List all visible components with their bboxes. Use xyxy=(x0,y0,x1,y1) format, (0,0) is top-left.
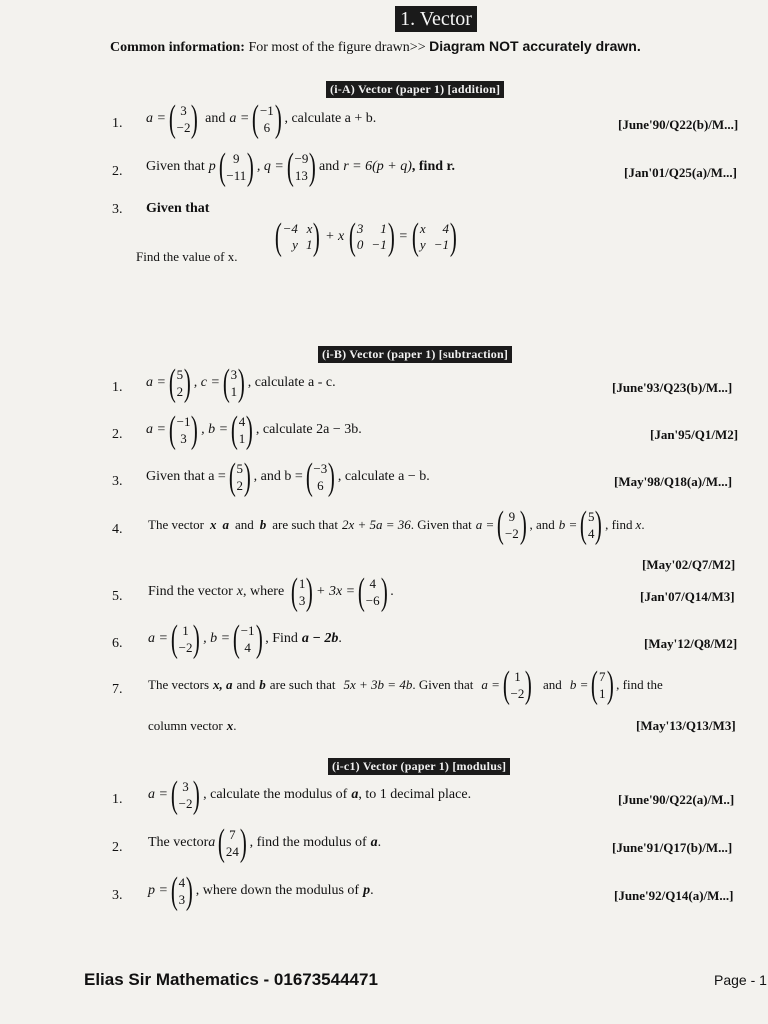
q-text: The vectors xyxy=(148,677,210,692)
question-number: 2. xyxy=(112,164,123,179)
right-paren: ) xyxy=(313,216,321,258)
vector-entry: −2 xyxy=(504,526,519,541)
q-text: b xyxy=(259,677,266,692)
vector-entry: 2 xyxy=(176,384,184,399)
q-text: . xyxy=(370,883,374,898)
question-c2 xyxy=(148,824,381,862)
left-paren: ( xyxy=(580,504,588,546)
question-reference: [June'90/Q22(a)/M..] xyxy=(618,792,735,807)
q-text: a = xyxy=(146,375,166,390)
right-paren: ) xyxy=(191,409,199,451)
left-paren: ( xyxy=(286,146,294,188)
q-text: a xyxy=(208,835,216,850)
q-text: r = 6(p + q) xyxy=(343,159,412,174)
vector-entry: −1 xyxy=(259,103,274,118)
vector-entry: 5 xyxy=(587,509,595,524)
column-vector xyxy=(299,575,306,609)
matrix-entry: 4 xyxy=(442,221,449,236)
question-b4 xyxy=(148,506,645,544)
matrix xyxy=(283,221,313,253)
right-paren: ) xyxy=(183,362,191,404)
question-number: 3. xyxy=(112,474,123,489)
question-c3 xyxy=(148,872,374,910)
q-text: b = xyxy=(558,517,578,532)
question-b5 xyxy=(148,573,394,611)
vector-entry: −6 xyxy=(365,593,380,608)
question-number: 7. xyxy=(112,682,123,697)
matrix-entry: 3 xyxy=(356,221,364,236)
vector-entry: 3 xyxy=(182,779,189,794)
q-text: , b = xyxy=(203,631,231,646)
q-text: , calculate 2a − 3b. xyxy=(255,422,362,437)
q-text: , to 1 decimal place. xyxy=(358,787,472,802)
q-text: The vector xyxy=(148,517,204,532)
q-text: are such that xyxy=(269,677,336,692)
question-b1 xyxy=(146,364,336,402)
q-text: , and xyxy=(529,517,555,532)
q-text: = xyxy=(399,229,408,244)
left-paren: ( xyxy=(305,456,313,498)
q-text: , calculate a − b. xyxy=(337,469,430,484)
right-paren: ) xyxy=(449,216,457,258)
vector-entry: 5 xyxy=(236,461,243,476)
left-paren: ( xyxy=(168,409,176,451)
question-number: 2. xyxy=(112,427,123,442)
q-text: x, a xyxy=(213,677,233,692)
q-text: column vector xyxy=(148,718,223,733)
matrix-entry: 1 xyxy=(380,221,387,236)
vector-entry: 9 xyxy=(233,151,240,166)
right-paren: ) xyxy=(595,504,603,546)
footer-credit: Elias Sir Mathematics - 01673544471 xyxy=(84,970,378,989)
left-paren: ( xyxy=(357,571,365,613)
column-vector xyxy=(260,102,274,136)
q-text: 2x + 5a = 36 xyxy=(341,517,411,532)
q-text: a = xyxy=(475,517,495,532)
right-paren: ) xyxy=(387,216,395,258)
left-paren: ( xyxy=(252,98,260,140)
matrix-entry: 0 xyxy=(356,237,364,252)
vector-entry: 3 xyxy=(178,892,186,907)
left-paren: ( xyxy=(412,216,420,258)
question-reference: [June'92/Q14(a)/M...] xyxy=(614,888,734,903)
vector-entry: 3 xyxy=(230,367,238,382)
right-paren: ) xyxy=(255,618,263,660)
question-b7-line2 xyxy=(148,718,236,734)
vector-entry: 5 xyxy=(176,367,184,382)
left-paren: ( xyxy=(170,618,178,660)
q-text: x xyxy=(226,718,234,733)
q-text: , and b = xyxy=(253,469,303,484)
question-reference: [Jan'07/Q14/M3] xyxy=(640,589,735,604)
vector-entry: 7 xyxy=(599,669,606,684)
q-text: , Find xyxy=(265,631,298,646)
question-reference: [June'91/Q17(b)/M...] xyxy=(612,840,733,855)
vector-entry: −1 xyxy=(176,414,191,429)
right-paren: ) xyxy=(243,456,251,498)
right-paren: ) xyxy=(237,362,245,404)
left-paren: ( xyxy=(502,664,510,706)
matrix-entry: y xyxy=(419,237,426,252)
column-vector xyxy=(177,102,191,136)
q-text: x xyxy=(635,517,642,532)
vector-entry: 3 xyxy=(298,593,306,608)
left-paren: ( xyxy=(170,774,178,816)
matrix xyxy=(357,221,387,253)
question-reference: [June'90/Q22(b)/M...] xyxy=(618,117,739,132)
column-vector xyxy=(239,413,246,447)
matrix-entry: x xyxy=(419,221,426,236)
column-vector xyxy=(241,622,255,656)
left-paren: ( xyxy=(232,618,240,660)
right-paren: ) xyxy=(191,98,199,140)
right-paren: ) xyxy=(246,409,254,451)
vector-entry: 1 xyxy=(238,431,246,446)
question-reference: [May'12/Q8/M2] xyxy=(644,636,738,651)
question-reference: [May'02/Q7/M2] xyxy=(642,557,736,572)
q-text: The vector xyxy=(148,835,209,850)
question-number: 3. xyxy=(112,202,123,217)
vector-entry: −2 xyxy=(178,796,193,811)
q-text: . Given that xyxy=(410,517,472,532)
right-paren: ) xyxy=(185,870,193,912)
q-text: , where xyxy=(242,584,285,599)
vector-entry: −2 xyxy=(176,120,191,135)
left-paren: ( xyxy=(218,146,226,188)
question-reference: [May'13/Q13/M3] xyxy=(636,718,736,733)
q-text: a = xyxy=(146,111,166,126)
column-vector xyxy=(599,668,606,702)
q-text: are such that xyxy=(272,517,338,532)
matrix-entry: 1 xyxy=(305,237,313,252)
q-text: a = xyxy=(229,111,250,126)
question-number: 4. xyxy=(112,522,123,537)
question-number: 2. xyxy=(112,840,123,855)
vector-entry: 1 xyxy=(298,576,306,591)
page-title: 1. Vector xyxy=(395,6,477,32)
column-vector xyxy=(177,413,191,447)
q-text: x xyxy=(236,584,243,599)
question-number: 1. xyxy=(112,380,123,395)
matrix-entry: −4 xyxy=(282,221,298,236)
question-number: 6. xyxy=(112,636,123,651)
question-label: Given that xyxy=(146,201,210,216)
question-b6 xyxy=(148,620,342,658)
matrix-entry: y xyxy=(292,237,298,252)
right-paren: ) xyxy=(519,504,527,546)
question-a2 xyxy=(146,148,455,186)
column-vector xyxy=(295,150,309,184)
q-text: + 3x = xyxy=(316,584,356,599)
common-bold-text: Diagram NOT accurately drawn. xyxy=(429,38,641,54)
q-text: . xyxy=(233,718,237,733)
q-text: a xyxy=(222,517,229,532)
question-b7 xyxy=(148,666,663,704)
column-vector xyxy=(226,150,246,184)
q-text: 5x + 3b = 4b xyxy=(343,677,413,692)
right-paren: ) xyxy=(247,146,255,188)
vector-entry: 24 xyxy=(225,844,239,859)
vector-entry: 3 xyxy=(180,103,187,118)
matrix-entry: x xyxy=(306,221,313,236)
column-vector xyxy=(511,668,525,702)
q-text: Find the vector xyxy=(148,584,233,599)
vector-entry: 4 xyxy=(244,640,251,655)
q-text: a = xyxy=(481,677,500,692)
q-text: p xyxy=(208,159,216,174)
column-vector xyxy=(505,508,519,542)
column-vector xyxy=(179,874,186,908)
right-paren: ) xyxy=(274,98,282,140)
common-information xyxy=(110,38,641,56)
matrix xyxy=(420,221,449,253)
question-reference: [Jan'01/Q25(a)/M...] xyxy=(624,165,738,180)
q-text: , calculate a - c. xyxy=(247,375,336,390)
vector-entry: 3 xyxy=(180,431,187,446)
q-text: , where down the modulus of xyxy=(195,883,360,898)
q-text: x xyxy=(209,517,217,532)
vector-entry: 1 xyxy=(230,384,238,399)
vector-entry: 6 xyxy=(263,120,271,135)
question-number: 1. xyxy=(112,116,123,131)
question-reference: [Jan'95/Q1/M2] xyxy=(650,427,739,442)
question-reference: [June'93/Q23(b)/M...] xyxy=(612,380,733,395)
vector-entry: 2 xyxy=(236,478,243,493)
q-text: p xyxy=(363,883,371,898)
left-paren: ( xyxy=(591,664,599,706)
section-heading-subtraction: (i-B) Vector (paper 1) [subtraction] xyxy=(318,346,512,363)
vector-entry: 13 xyxy=(294,168,308,183)
q-text: a − 2b xyxy=(301,631,339,646)
q-text: b xyxy=(259,517,267,532)
right-paren: ) xyxy=(193,774,201,816)
question-number: 3. xyxy=(112,888,123,903)
matrix-entry: −1 xyxy=(371,237,387,252)
question-b2 xyxy=(146,411,362,449)
q-text: a = xyxy=(148,787,168,802)
section-heading-modulus: (i-c1) Vector (paper 1) [modulus] xyxy=(328,758,510,775)
vector-entry: 7 xyxy=(229,827,236,842)
left-paren: ( xyxy=(222,362,230,404)
vector-entry: 4 xyxy=(178,875,186,890)
column-vector xyxy=(179,622,193,656)
common-label: Common information: xyxy=(110,40,245,55)
q-text: . xyxy=(377,835,382,850)
question-number: 1. xyxy=(112,792,123,807)
left-paren: ( xyxy=(349,216,357,258)
vector-entry: 1 xyxy=(182,623,189,638)
q-text: and xyxy=(543,677,562,692)
q-text: . xyxy=(338,631,342,646)
right-paren: ) xyxy=(309,146,317,188)
left-paren: ( xyxy=(168,362,176,404)
right-paren: ) xyxy=(380,571,388,613)
column-vector xyxy=(231,366,238,400)
vector-entry: −11 xyxy=(226,168,247,183)
column-vector xyxy=(366,575,380,609)
left-paren: ( xyxy=(274,216,282,258)
section-heading-addition: (i-A) Vector (paper 1) [addition] xyxy=(326,81,504,98)
left-paren: ( xyxy=(497,504,505,546)
left-paren: ( xyxy=(218,822,226,864)
left-paren: ( xyxy=(230,409,238,451)
right-paren: ) xyxy=(606,664,614,706)
right-paren: ) xyxy=(306,571,314,613)
q-text: and xyxy=(319,159,340,174)
matrix-equation xyxy=(272,218,460,256)
q-text: , c = xyxy=(193,375,220,390)
q-text: and xyxy=(236,677,256,692)
left-paren: ( xyxy=(228,456,236,498)
q-text: , calculate the modulus of xyxy=(203,787,348,802)
right-paren: ) xyxy=(525,664,533,706)
vector-entry: 1 xyxy=(599,686,606,701)
q-text: Given that a = xyxy=(146,469,226,484)
left-paren: ( xyxy=(170,870,178,912)
q-text: , find r. xyxy=(411,159,455,174)
right-paren: ) xyxy=(193,618,201,660)
q-text: b = xyxy=(569,677,589,692)
common-text: For most of the figure drawn>> xyxy=(244,40,430,55)
vector-entry: −9 xyxy=(294,151,309,166)
column-vector xyxy=(179,778,193,812)
vector-entry: 4 xyxy=(238,414,246,429)
left-paren: ( xyxy=(291,571,298,613)
vector-entry: 4 xyxy=(369,576,376,591)
question-c1 xyxy=(148,776,471,814)
q-text: , calculate a + b. xyxy=(284,111,377,126)
vector-entry: −3 xyxy=(313,461,328,476)
find-value-text: Find the value of x. xyxy=(136,249,238,264)
q-text: a = xyxy=(148,631,168,646)
vector-entry: 4 xyxy=(587,526,595,541)
q-text: Given that xyxy=(146,159,205,174)
vector-entry: 6 xyxy=(317,478,324,493)
column-vector xyxy=(236,460,243,494)
q-text: . xyxy=(641,517,645,532)
q-text: a = xyxy=(146,422,166,437)
column-vector xyxy=(313,460,327,494)
q-text: . xyxy=(390,584,394,599)
q-text: and xyxy=(205,111,226,126)
q-text: p = xyxy=(148,883,168,898)
q-text: a xyxy=(370,835,378,850)
column-vector xyxy=(588,508,595,542)
q-text: , find xyxy=(605,517,633,532)
question-b3 xyxy=(146,458,430,496)
q-text: a xyxy=(351,787,359,802)
q-text: , find the xyxy=(616,677,663,692)
q-text: . Given that xyxy=(412,677,474,692)
matrix-entry: −1 xyxy=(433,237,449,252)
vector-entry: −1 xyxy=(240,623,255,638)
vector-entry: −2 xyxy=(510,686,525,701)
vector-entry: −2 xyxy=(178,640,193,655)
column-vector xyxy=(177,366,184,400)
vector-entry: 9 xyxy=(508,509,516,524)
question-number: 5. xyxy=(112,589,123,604)
page-number: Page - 1 xyxy=(714,972,767,988)
q-text: , find the modulus of xyxy=(249,835,367,850)
column-vector xyxy=(226,826,239,860)
q-text: , q = xyxy=(256,159,284,174)
q-text: and xyxy=(234,517,254,532)
question-a1 xyxy=(146,100,376,138)
q-text: + x xyxy=(325,229,345,244)
question-reference: [May'98/Q18(a)/M...] xyxy=(614,474,733,489)
right-paren: ) xyxy=(239,822,247,864)
q-text: , b = xyxy=(201,422,229,437)
right-paren: ) xyxy=(328,456,336,498)
vector-entry: 1 xyxy=(514,669,521,684)
left-paren: ( xyxy=(168,98,176,140)
